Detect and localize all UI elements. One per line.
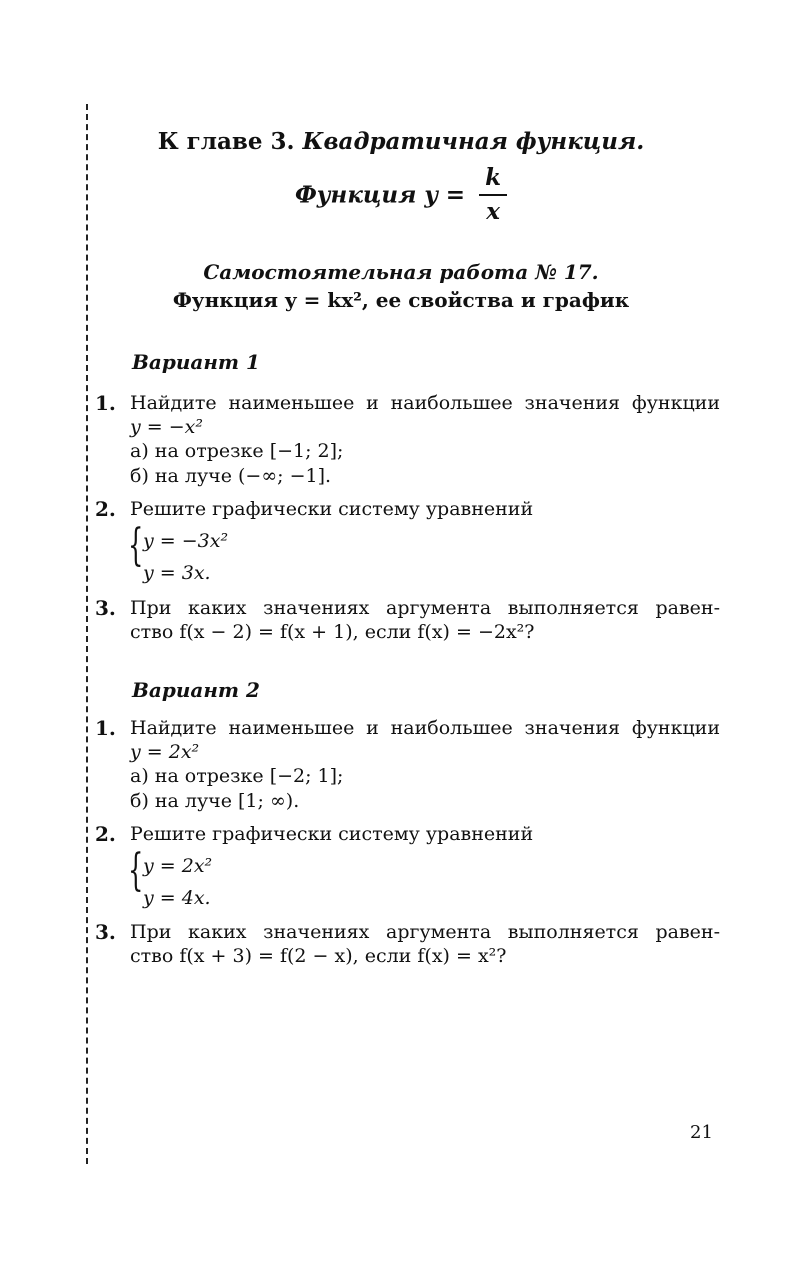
v1-task1-a: а) на отрезке [−1; 2]; [130,440,344,462]
v1-task2-eq2: y = 3x. [143,562,211,584]
v2-task2-text: Решите графически систему уравнений [130,823,534,845]
system-brace: { [128,520,144,571]
v1-task3-line1: При каких значениях аргумента выполняется равен- [130,597,720,619]
v2-task2-eq1: y = 2x² [143,855,213,877]
v2-task2-eq2: y = 4x. [143,887,211,909]
v2-task1-text: Найдите наименьшее и наибольшее значения функции [130,717,720,739]
v1-task1-number: 1. [95,391,116,415]
v1-task1-b: б) на луче (−∞; −1]. [130,465,332,487]
system-brace: { [128,845,144,896]
work-subtitle: Функция y = kx², ее свойства и график [172,288,630,312]
v2-task1-b: б) на луче [1; ∞). [130,790,300,812]
variant-2-label: Вариант 2 [132,678,260,702]
v1-task2-eq1: y = −3x² [143,530,229,552]
v1-task3-line2: ство f(x − 2) = f(x + 1), если f(x) = −2x²? [130,621,535,643]
fraction: $\frac{k}{x}$ [479,164,507,226]
v2-task1-a: а) на отрезке [−2; 1]; [130,765,344,787]
chapter-title: К главе 3. Квадратичная функция. [157,128,645,155]
v1-task3-number: 3. [95,596,116,620]
v2-task3-number: 3. [95,920,116,944]
v1-task2-number: 2. [95,497,116,521]
v2-task3-line1: При каких значениях аргумента выполняется равен- [130,921,720,943]
v1-task2-text: Решите графически систему уравнений [130,498,534,520]
page-number: 21 [690,1122,713,1143]
v1-task1-text: Найдите наименьшее и наибольшее значения функции [130,392,720,414]
chapter-function: Функция y = $\frac{k}{x}$ [0,164,802,226]
v2-task3-line2: ство f(x + 3) = f(2 − x), если f(x) = x²? [130,945,507,967]
v2-task2-number: 2. [95,822,116,846]
v2-task1-number: 1. [95,716,116,740]
v2-task1-func: y = 2x² [130,741,200,763]
work-title: Самостоятельная работа № 17. [203,260,599,284]
variant-1-label: Вариант 1 [132,350,260,374]
v1-task1-func: y = −x² [130,416,203,438]
